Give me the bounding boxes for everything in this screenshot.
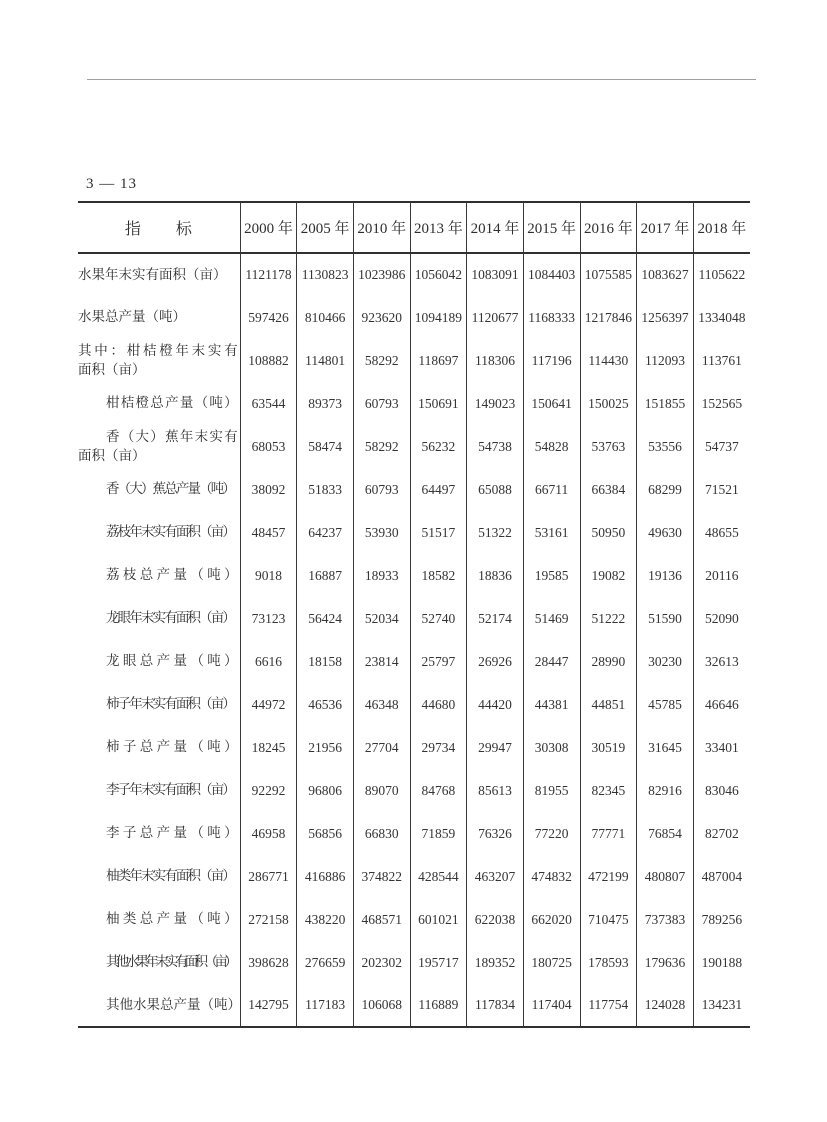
statistics-table <box>78 201 750 1028</box>
value-cell: 1256397 <box>637 296 694 339</box>
table-row <box>78 253 750 296</box>
value-cell: 60793 <box>353 468 410 511</box>
value-cell: 29947 <box>467 726 524 769</box>
value-cell: 51517 <box>410 511 467 554</box>
year-header: 2005 年 <box>297 202 354 253</box>
row-label-line: 面积（亩） <box>78 361 146 377</box>
value-cell: 6616 <box>240 640 297 683</box>
value-cell: 114430 <box>580 339 637 382</box>
value-cell: 276659 <box>297 941 354 984</box>
value-cell: 84768 <box>410 769 467 812</box>
value-cell: 179636 <box>637 941 694 984</box>
value-cell: 117183 <box>297 984 354 1027</box>
value-cell: 622038 <box>467 898 524 941</box>
value-cell: 398628 <box>240 941 297 984</box>
table-row <box>78 683 750 726</box>
value-cell: 51322 <box>467 511 524 554</box>
value-cell: 150641 <box>523 382 580 425</box>
table-row <box>78 382 750 425</box>
value-cell: 21956 <box>297 726 354 769</box>
value-cell: 113761 <box>693 339 750 382</box>
value-cell: 923620 <box>353 296 410 339</box>
value-cell: 480807 <box>637 855 694 898</box>
value-cell: 53930 <box>353 511 410 554</box>
row-label-line: 其中：柑桔橙年末实有 <box>78 342 238 358</box>
value-cell: 38092 <box>240 468 297 511</box>
table-row <box>78 425 750 468</box>
value-cell: 468571 <box>353 898 410 941</box>
value-cell: 92292 <box>240 769 297 812</box>
row-label <box>78 296 240 339</box>
value-cell: 1084403 <box>523 253 580 296</box>
value-cell: 82916 <box>637 769 694 812</box>
year-header: 2000 年 <box>240 202 297 253</box>
row-label-line: 龙眼年末实有面积（亩） <box>106 610 235 626</box>
table-row <box>78 296 750 339</box>
value-cell: 18582 <box>410 554 467 597</box>
row-label <box>78 511 240 554</box>
row-label-line: 柿子总产量（吨） <box>106 739 238 755</box>
value-cell: 68053 <box>240 425 297 468</box>
row-label-line: 龙眼总产量（吨） <box>106 653 238 669</box>
value-cell: 472199 <box>580 855 637 898</box>
value-cell: 82345 <box>580 769 637 812</box>
year-header-row <box>78 202 750 253</box>
value-cell: 463207 <box>467 855 524 898</box>
value-cell: 1083091 <box>467 253 524 296</box>
value-cell: 58292 <box>353 339 410 382</box>
row-label-line: 面积（亩） <box>78 447 146 463</box>
row-label <box>78 769 240 812</box>
value-cell: 44680 <box>410 683 467 726</box>
value-cell: 54738 <box>467 425 524 468</box>
value-cell: 18158 <box>297 640 354 683</box>
year-header: 2013 年 <box>410 202 467 253</box>
value-cell: 89373 <box>297 382 354 425</box>
value-cell: 26926 <box>467 640 524 683</box>
year-header: 2010 年 <box>353 202 410 253</box>
value-cell: 27704 <box>353 726 410 769</box>
value-cell: 54828 <box>523 425 580 468</box>
value-cell: 96806 <box>297 769 354 812</box>
value-cell: 117404 <box>523 984 580 1027</box>
value-cell: 416886 <box>297 855 354 898</box>
value-cell: 51833 <box>297 468 354 511</box>
value-cell: 54737 <box>693 425 750 468</box>
row-label <box>78 554 240 597</box>
value-cell: 73123 <box>240 597 297 640</box>
value-cell: 25797 <box>410 640 467 683</box>
value-cell: 28990 <box>580 640 637 683</box>
table-row <box>78 769 750 812</box>
row-label-line: 荔枝总产量（吨） <box>106 567 238 583</box>
value-cell: 28447 <box>523 640 580 683</box>
row-label <box>78 726 240 769</box>
value-cell: 52740 <box>410 597 467 640</box>
value-cell: 151855 <box>637 382 694 425</box>
row-label-line: 水果年末实有面积（亩） <box>78 266 227 282</box>
value-cell: 662020 <box>523 898 580 941</box>
row-label <box>78 941 240 984</box>
year-header: 2016 年 <box>580 202 637 253</box>
value-cell: 77220 <box>523 812 580 855</box>
value-cell: 81955 <box>523 769 580 812</box>
value-cell: 149023 <box>467 382 524 425</box>
table-row <box>78 640 750 683</box>
value-cell: 49630 <box>637 511 694 554</box>
value-cell: 56424 <box>297 597 354 640</box>
table-body <box>78 253 750 1027</box>
year-header: 2018 年 <box>693 202 750 253</box>
value-cell: 286771 <box>240 855 297 898</box>
value-cell: 53556 <box>637 425 694 468</box>
table-row <box>78 726 750 769</box>
value-cell: 51590 <box>637 597 694 640</box>
value-cell: 64237 <box>297 511 354 554</box>
value-cell: 142795 <box>240 984 297 1027</box>
table-row <box>78 554 750 597</box>
value-cell: 46646 <box>693 683 750 726</box>
value-cell: 33401 <box>693 726 750 769</box>
value-cell: 202302 <box>353 941 410 984</box>
value-cell: 118697 <box>410 339 467 382</box>
row-label <box>78 683 240 726</box>
row-label-line: 柿子年末实有面积（亩） <box>106 696 235 712</box>
value-cell: 190188 <box>693 941 750 984</box>
value-cell: 76326 <box>467 812 524 855</box>
value-cell: 30519 <box>580 726 637 769</box>
value-cell: 58292 <box>353 425 410 468</box>
value-cell: 195717 <box>410 941 467 984</box>
value-cell: 18836 <box>467 554 524 597</box>
value-cell: 31645 <box>637 726 694 769</box>
value-cell: 1023986 <box>353 253 410 296</box>
value-cell: 52090 <box>693 597 750 640</box>
value-cell: 810466 <box>297 296 354 339</box>
value-cell: 51222 <box>580 597 637 640</box>
page-top-rule <box>87 79 756 80</box>
value-cell: 116889 <box>410 984 467 1027</box>
year-header: 2017 年 <box>637 202 694 253</box>
value-cell: 789256 <box>693 898 750 941</box>
value-cell: 1130823 <box>297 253 354 296</box>
value-cell: 19136 <box>637 554 694 597</box>
value-cell: 66384 <box>580 468 637 511</box>
table-row <box>78 941 750 984</box>
value-cell: 82702 <box>693 812 750 855</box>
value-cell: 46348 <box>353 683 410 726</box>
row-label <box>78 984 240 1027</box>
value-cell: 428544 <box>410 855 467 898</box>
value-cell: 46536 <box>297 683 354 726</box>
table-number: 3 — 13 <box>86 176 137 192</box>
value-cell: 46958 <box>240 812 297 855</box>
row-label <box>78 812 240 855</box>
value-cell: 117196 <box>523 339 580 382</box>
value-cell: 71859 <box>410 812 467 855</box>
value-cell: 30230 <box>637 640 694 683</box>
value-cell: 44851 <box>580 683 637 726</box>
value-cell: 85613 <box>467 769 524 812</box>
value-cell: 112093 <box>637 339 694 382</box>
value-cell: 48655 <box>693 511 750 554</box>
value-cell: 76854 <box>637 812 694 855</box>
value-cell: 1094189 <box>410 296 467 339</box>
value-cell: 56232 <box>410 425 467 468</box>
row-label <box>78 640 240 683</box>
value-cell: 1168333 <box>523 296 580 339</box>
value-cell: 30308 <box>523 726 580 769</box>
table-row <box>78 812 750 855</box>
row-label-line: 荔枝年末实有面积（亩） <box>106 524 235 540</box>
value-cell: 66711 <box>523 468 580 511</box>
value-cell: 117754 <box>580 984 637 1027</box>
row-label-line: 柚类年末实有面积（亩） <box>106 868 235 884</box>
value-cell: 150691 <box>410 382 467 425</box>
table-row <box>78 468 750 511</box>
row-label-line: 香（大）蕉年末实有 <box>106 428 238 444</box>
value-cell: 597426 <box>240 296 297 339</box>
value-cell: 108882 <box>240 339 297 382</box>
value-cell: 20116 <box>693 554 750 597</box>
value-cell: 134231 <box>693 984 750 1027</box>
value-cell: 18245 <box>240 726 297 769</box>
row-label-line: 柚类总产量（吨） <box>106 911 238 927</box>
value-cell: 152565 <box>693 382 750 425</box>
value-cell: 117834 <box>467 984 524 1027</box>
row-label <box>78 855 240 898</box>
value-cell: 1120677 <box>467 296 524 339</box>
value-cell: 438220 <box>297 898 354 941</box>
value-cell: 52174 <box>467 597 524 640</box>
value-cell: 53763 <box>580 425 637 468</box>
indicator-header: 指 标 <box>78 202 240 253</box>
value-cell: 53161 <box>523 511 580 554</box>
row-label-line: 李子年末实有面积（亩） <box>106 782 235 798</box>
table-row <box>78 511 750 554</box>
row-label <box>78 382 240 425</box>
value-cell: 1056042 <box>410 253 467 296</box>
row-label <box>78 339 240 382</box>
value-cell: 56856 <box>297 812 354 855</box>
value-cell: 44381 <box>523 683 580 726</box>
value-cell: 44420 <box>467 683 524 726</box>
table-row <box>78 984 750 1027</box>
row-label-line: 其他水果年末实有面积（亩） <box>106 954 235 970</box>
value-cell: 32613 <box>693 640 750 683</box>
value-cell: 114801 <box>297 339 354 382</box>
row-label <box>78 425 240 468</box>
row-label-line: 香（大）蕉总产量（吨） <box>106 481 235 497</box>
value-cell: 48457 <box>240 511 297 554</box>
value-cell: 18933 <box>353 554 410 597</box>
value-cell: 19082 <box>580 554 637 597</box>
value-cell: 1217846 <box>580 296 637 339</box>
value-cell: 51469 <box>523 597 580 640</box>
value-cell: 374822 <box>353 855 410 898</box>
table-header <box>78 202 750 253</box>
value-cell: 180725 <box>523 941 580 984</box>
row-label-line: 其他水果总产量（吨） <box>106 996 241 1012</box>
value-cell: 29734 <box>410 726 467 769</box>
value-cell: 44972 <box>240 683 297 726</box>
value-cell: 1334048 <box>693 296 750 339</box>
table-row <box>78 597 750 640</box>
value-cell: 601021 <box>410 898 467 941</box>
row-label <box>78 253 240 296</box>
value-cell: 737383 <box>637 898 694 941</box>
value-cell: 65088 <box>467 468 524 511</box>
value-cell: 124028 <box>637 984 694 1027</box>
table-row <box>78 339 750 382</box>
table-row <box>78 898 750 941</box>
value-cell: 710475 <box>580 898 637 941</box>
value-cell: 106068 <box>353 984 410 1027</box>
value-cell: 16887 <box>297 554 354 597</box>
value-cell: 77771 <box>580 812 637 855</box>
value-cell: 64497 <box>410 468 467 511</box>
row-label-line: 李子总产量（吨） <box>106 825 238 841</box>
value-cell: 272158 <box>240 898 297 941</box>
value-cell: 50950 <box>580 511 637 554</box>
value-cell: 1083627 <box>637 253 694 296</box>
year-header: 2015 年 <box>523 202 580 253</box>
value-cell: 58474 <box>297 425 354 468</box>
row-label-line: 柑桔橙总产量（吨） <box>106 395 238 411</box>
row-label-line: 水果总产量（吨） <box>78 309 186 325</box>
value-cell: 118306 <box>467 339 524 382</box>
value-cell: 1121178 <box>240 253 297 296</box>
value-cell: 178593 <box>580 941 637 984</box>
value-cell: 19585 <box>523 554 580 597</box>
row-label <box>78 597 240 640</box>
value-cell: 63544 <box>240 382 297 425</box>
value-cell: 150025 <box>580 382 637 425</box>
row-label <box>78 468 240 511</box>
value-cell: 1075585 <box>580 253 637 296</box>
value-cell: 487004 <box>693 855 750 898</box>
value-cell: 474832 <box>523 855 580 898</box>
value-cell: 45785 <box>637 683 694 726</box>
value-cell: 1105622 <box>693 253 750 296</box>
value-cell: 83046 <box>693 769 750 812</box>
value-cell: 71521 <box>693 468 750 511</box>
value-cell: 23814 <box>353 640 410 683</box>
year-header: 2014 年 <box>467 202 524 253</box>
table-row <box>78 855 750 898</box>
value-cell: 89070 <box>353 769 410 812</box>
value-cell: 189352 <box>467 941 524 984</box>
value-cell: 52034 <box>353 597 410 640</box>
value-cell: 66830 <box>353 812 410 855</box>
value-cell: 9018 <box>240 554 297 597</box>
row-label <box>78 898 240 941</box>
value-cell: 60793 <box>353 382 410 425</box>
value-cell: 68299 <box>637 468 694 511</box>
